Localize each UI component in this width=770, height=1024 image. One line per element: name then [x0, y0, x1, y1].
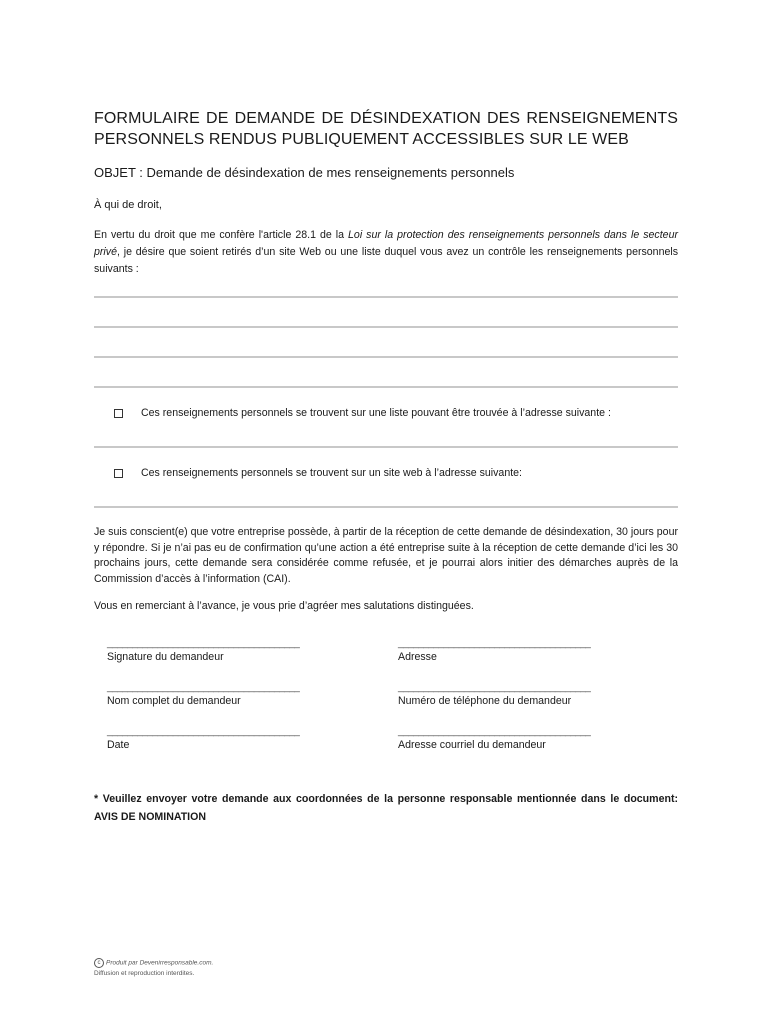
- fullname-label: Nom complet du demandeur: [107, 695, 241, 707]
- intro-paragraph: [94, 227, 678, 278]
- list-address-label: Ces renseignements personnels se trouvent sur une liste pouvant être trouvée à l’adresse suivante :: [141, 407, 611, 419]
- sending-note: * Veuillez envoyer votre demande aux coordonnées de la personne responsable mentionnée dans le document: AVIS DE NOMINATION: [94, 793, 678, 823]
- info-line-4[interactable]: [94, 386, 678, 388]
- copyright-icon: c: [94, 958, 104, 968]
- salutation: À qui de droit,: [94, 199, 162, 211]
- info-line-2[interactable]: [94, 326, 678, 328]
- address-line[interactable]: ______________________________________: [398, 638, 591, 649]
- closing-line: Vous en remerciant à l’avance, je vous prie d’agréer mes salutations distinguées.: [94, 600, 474, 612]
- date-line[interactable]: ______________________________________: [107, 726, 300, 737]
- footer-rights: Diffusion et reproduction interdites.: [94, 969, 195, 977]
- website-address-label: Ces renseignements personnels se trouvent sur un site web à l’adresse suivante:: [141, 467, 522, 479]
- checkbox-row-list: [114, 407, 611, 419]
- email-line[interactable]: ______________________________________: [398, 726, 591, 737]
- email-label: Adresse courriel du demandeur: [398, 739, 546, 751]
- info-line-1[interactable]: [94, 296, 678, 298]
- info-line-3[interactable]: [94, 356, 678, 358]
- date-label: Date: [107, 739, 130, 751]
- checkbox-row-website: [114, 467, 522, 479]
- fullname-line[interactable]: ______________________________________: [107, 682, 300, 693]
- phone-line[interactable]: ______________________________________: [398, 682, 591, 693]
- footer-produced-by: Produit par Devenirresponsable.com.: [106, 959, 214, 967]
- awareness-paragraph: Je suis conscient(e) que votre entreprise possède, à partir de la réception de cette demande de désindexation, 30 jours pour y répondre. Si je n’ai pas eu de confirmation qu’une action a été entreprise suite à la réception de cette demande d’ici les 30 prochains jours, cette demande sera considérée comme refusée, et je pourrai alors initier des démarches auprès de la Commission d’accès à l’information (CAI).: [94, 526, 678, 585]
- intro-before: En vertu du droit que me confère l'article 28.1 de la: [94, 229, 349, 241]
- signature-label: Signature du demandeur: [107, 651, 224, 663]
- list-address-line[interactable]: [94, 446, 678, 448]
- title-line-1: FORMULAIRE DE DEMANDE DE DÉSINDEXATION DES RENSEIGNEMENTS: [94, 110, 678, 127]
- intro-after: , je désire que soient retirés d’un site Web ou une liste duquel vous avez un contrôle les renseignements personnels suivants :: [94, 246, 678, 275]
- form-title: [94, 108, 678, 150]
- law-name: Loi sur la protection des renseignements personnels dans le secteur privé: [94, 229, 678, 258]
- website-address-line[interactable]: [94, 506, 678, 508]
- website-address-checkbox[interactable]: [114, 469, 123, 478]
- list-address-checkbox[interactable]: [114, 409, 123, 418]
- footer: [94, 958, 213, 979]
- title-line-2: PERSONNELS RENDUS PUBLIQUEMENT ACCESSIBLES SUR LE WEB: [94, 131, 629, 148]
- address-label: Adresse: [398, 651, 437, 663]
- signature-line[interactable]: ______________________________________: [107, 638, 300, 649]
- subject-line: OBJET : Demande de désindexation de mes renseignements personnels: [94, 165, 515, 180]
- phone-label: Numéro de téléphone du demandeur: [398, 695, 572, 707]
